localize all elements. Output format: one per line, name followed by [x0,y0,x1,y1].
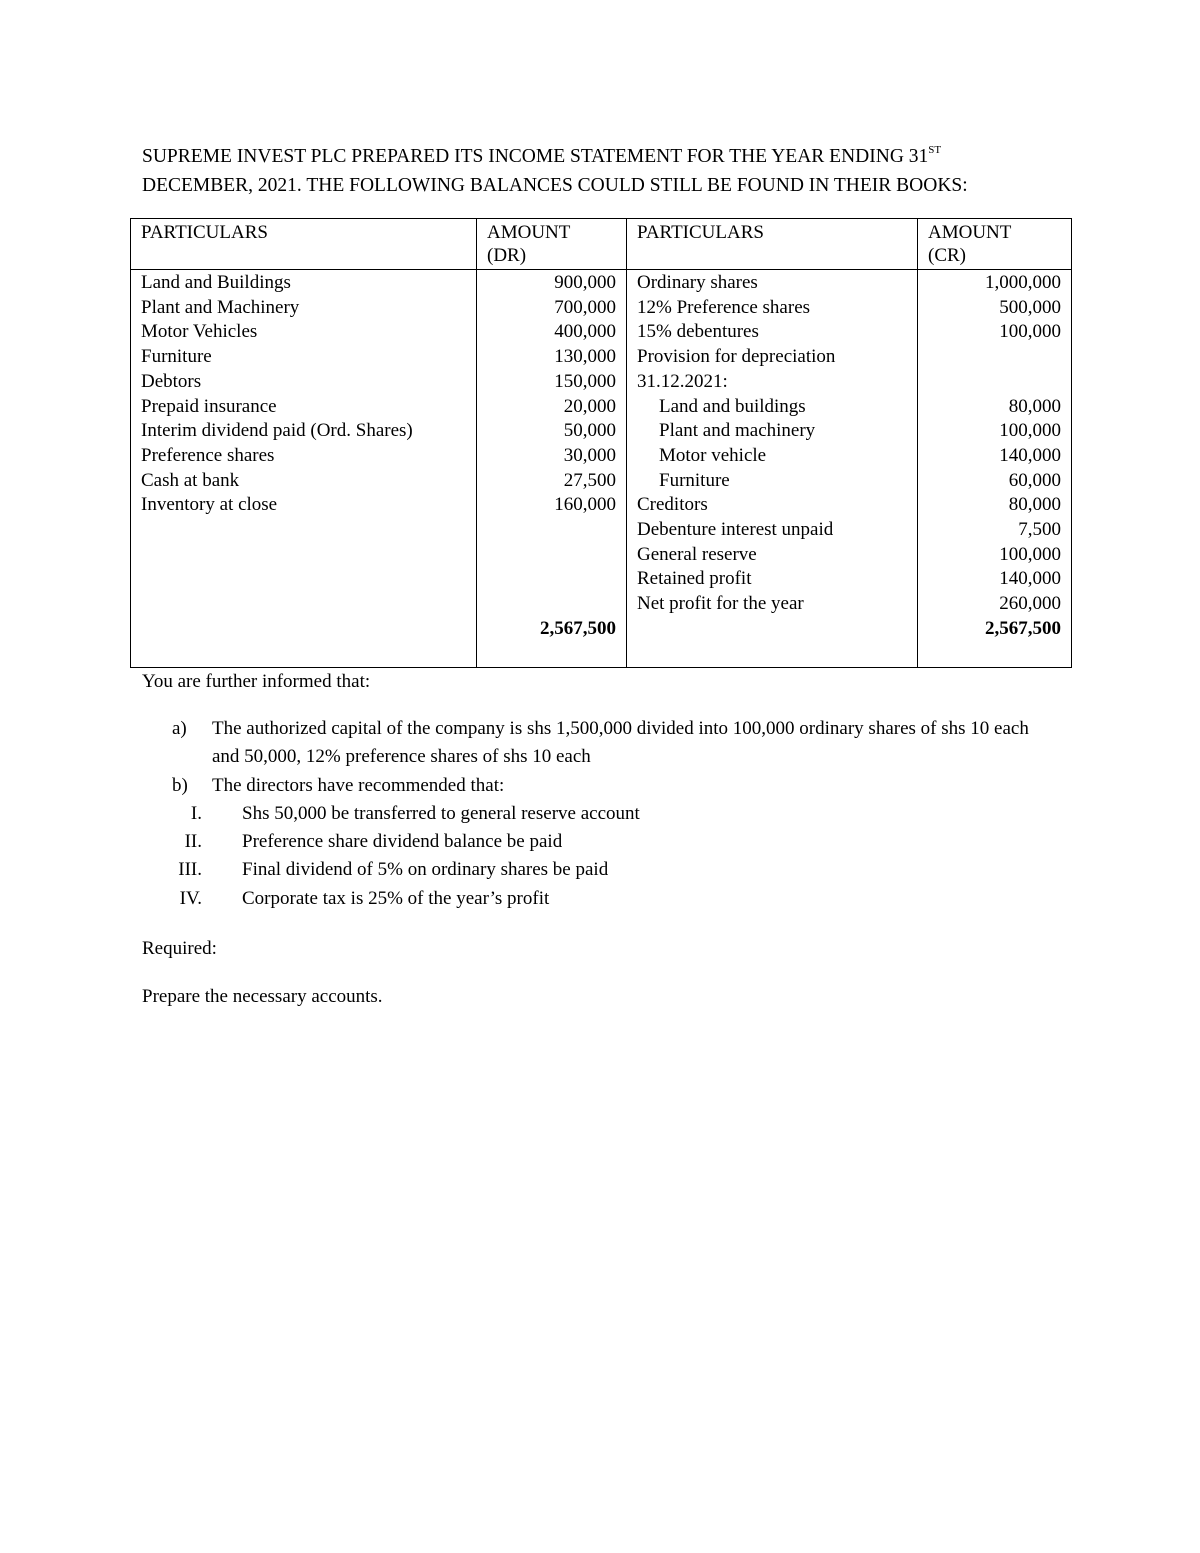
cr-amount: 140,000 [999,568,1061,590]
list-item [172,856,1052,884]
cr-particular: Debenture interest unpaid [637,519,834,541]
notes-list [172,715,1052,913]
dr-amount: 130,000 [554,346,616,368]
dr-amount: 900,000 [554,272,616,293]
dr-particular: Debtors [141,370,202,392]
recommendation-text: Preference share dividend balance be paid [242,831,563,853]
recommendation-text: Corporate tax is 25% of the year’s profit [242,887,550,909]
dr-amount: 700,000 [554,296,616,318]
dr-particular: Prepaid insurance [141,395,277,417]
cr-particular: Furniture [659,469,730,491]
dr-amount: 400,000 [554,321,616,343]
dr-particulars-column [131,270,477,668]
recommendation-text: Shs 50,000 be transferred to general reserve account [242,802,640,824]
header-cr-amount: AMOUNT (CR) [918,219,1072,270]
cr-particular: 15% debentures [637,321,759,343]
table-header-row [131,219,1072,270]
trial-balance-table [130,218,1072,668]
heading-superscript: ST [928,144,942,156]
cr-amount: 500,000 [999,296,1061,318]
cr-amount: 60,000 [1008,469,1061,491]
dr-particular: Cash at bank [141,469,240,491]
list-item [172,828,1052,856]
dr-amount: 50,000 [563,420,616,442]
dr-particular: Plant and Machinery [141,296,300,318]
cr-particular: Motor vehicle [659,444,767,466]
list-item [172,715,1052,772]
further-info-intro: You are further informed that: [142,671,371,692]
roman-numeral: I. [190,802,202,824]
dr-particular: Interim dividend paid (Ord. Shares) [141,420,413,442]
cr-particular: Provision for depreciation [637,346,836,368]
list-item [172,800,1052,828]
cr-amount [928,370,1061,395]
heading-line-2: DECEMBER, 2021. THE FOLLOWING BALANCES COULD STILL BE FOUND IN THEIR BOOKS: [142,175,968,196]
cr-particular: Plant and machinery [659,420,816,442]
dr-particular: Furniture [141,346,212,368]
dr-amount: 160,000 [554,494,616,516]
cr-amount [928,345,1061,370]
cr-amount: 140,000 [999,444,1061,466]
cr-particulars-column [627,270,918,668]
dr-particular: Land and Buildings [141,272,291,293]
header-dr-amount: AMOUNT (DR) [477,219,627,270]
dr-particular: Inventory at close [141,494,278,516]
dr-amount-column [477,270,627,668]
note-text: The directors have recommended that: [212,774,505,796]
heading-line-1: SUPREME INVEST PLC PREPARED ITS INCOME STATEMENT FOR THE YEAR ENDING 31ST [142,144,942,167]
cr-amount: 100,000 [999,321,1061,343]
cr-amount: 7,500 [1018,519,1061,541]
cr-particular: Net profit for the year [637,593,804,615]
dr-total: 2,567,500 [540,617,616,639]
roman-numeral: III. [178,859,202,881]
cr-amount: 100,000 [999,543,1061,565]
question-heading [142,142,1102,200]
cr-total: 2,567,500 [985,617,1061,639]
cr-amount: 80,000 [1008,395,1061,417]
cr-particular: Land and buildings [659,395,806,417]
list-item [172,772,1052,800]
roman-numeral: II. [184,831,202,853]
list-item [172,885,1052,913]
cr-amount: 80,000 [1008,494,1061,516]
instruction-text: Prepare the necessary accounts. [142,986,383,1007]
cr-particular: 12% Preference shares [637,296,811,318]
cr-particular: 31.12.2021: [637,370,728,392]
cr-amount: 100,000 [999,420,1061,442]
table-body-row [131,270,1072,668]
cr-amount-column [918,270,1072,668]
dr-amount: 27,500 [563,469,616,491]
recommendation-text: Final dividend of 5% on ordinary shares be paid [242,859,609,881]
header-dr-particulars: PARTICULARS [131,219,477,270]
note-marker: a) [172,718,187,739]
note-marker: b) [172,774,188,796]
cr-particular: Ordinary shares [637,272,758,293]
dr-amount: 150,000 [554,370,616,392]
cr-particular: General reserve [637,543,757,565]
required-label: Required: [142,938,217,959]
dr-amount: 30,000 [563,444,616,466]
header-cr-particulars: PARTICULARS [627,219,918,270]
cr-particular: Retained profit [637,568,752,590]
cr-amount: 1,000,000 [985,272,1061,293]
cr-amount: 260,000 [999,593,1061,615]
dr-amount: 20,000 [563,395,616,417]
note-text: The authorized capital of the company is shs 1,500,000 divided into 100,000 ordinary shares of shs 10 each and 50,000, 12% preference shares of shs 10 each [212,718,1029,768]
roman-numeral: IV. [179,887,202,909]
cr-particular: Creditors [637,494,708,516]
dr-particular: Preference shares [141,444,275,466]
dr-particular: Motor Vehicles [141,321,258,343]
